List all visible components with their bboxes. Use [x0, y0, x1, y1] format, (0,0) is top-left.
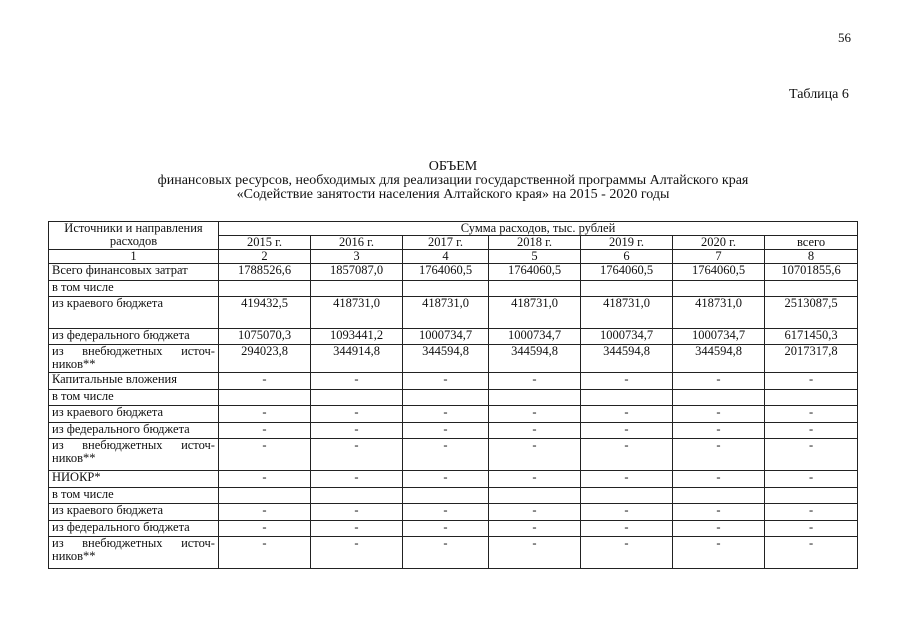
header-year: 2015 г.	[219, 236, 311, 250]
title-block	[90, 160, 816, 202]
empty-value-dash: -	[581, 423, 673, 439]
empty-value-dash: -	[581, 373, 673, 390]
value-cell: 1764060,5	[673, 264, 765, 281]
row-label: Всего финансовых затрат	[49, 264, 219, 281]
empty-value-dash: -	[219, 521, 311, 537]
empty-value-dash: -	[673, 423, 765, 439]
row-label-word: внебюджетных	[82, 438, 163, 452]
header-row-1	[49, 222, 858, 236]
table-row	[49, 297, 858, 329]
value-cell: 344914,8	[311, 345, 403, 373]
row-label-line2: ников**	[52, 357, 96, 371]
col-number: 4	[403, 250, 489, 264]
empty-cell	[765, 488, 858, 504]
empty-value-dash: -	[489, 406, 581, 423]
row-label-word: источ-	[181, 344, 215, 358]
empty-cell	[403, 281, 489, 297]
empty-value-dash: -	[581, 471, 673, 488]
value-cell: 418731,0	[311, 297, 403, 329]
header-year: 2016 г.	[311, 236, 403, 250]
table-row	[49, 423, 858, 439]
value-cell: 1000734,7	[489, 329, 581, 345]
empty-value-dash: -	[581, 537, 673, 569]
header-amount-span: Сумма расходов, тыс. рублей	[219, 222, 858, 236]
empty-cell	[581, 281, 673, 297]
empty-value-dash: -	[403, 521, 489, 537]
empty-value-dash: -	[219, 504, 311, 521]
table-row	[49, 471, 858, 488]
empty-value-dash: -	[581, 504, 673, 521]
empty-value-dash: -	[311, 471, 403, 488]
empty-value-dash: -	[311, 537, 403, 569]
value-cell: 418731,0	[489, 297, 581, 329]
value-cell: 1764060,5	[581, 264, 673, 281]
col-number: 2	[219, 250, 311, 264]
title-program: «Содействие занятости населения Алтайского края» на 2015 - 2020 годы	[236, 187, 670, 202]
empty-cell	[489, 390, 581, 406]
title-heading: ОБЪЕМ	[428, 159, 478, 174]
value-cell: 1764060,5	[489, 264, 581, 281]
table-row	[49, 281, 858, 297]
empty-cell	[765, 390, 858, 406]
table-row	[49, 373, 858, 390]
empty-value-dash: -	[489, 521, 581, 537]
col-number: 5	[489, 250, 581, 264]
table-label: Таблица 6	[789, 87, 849, 102]
row-label-line2: ников**	[52, 549, 96, 563]
value-cell: 294023,8	[219, 345, 311, 373]
page-number: 56	[838, 30, 851, 45]
empty-cell	[311, 390, 403, 406]
value-cell: 344594,8	[581, 345, 673, 373]
empty-cell	[219, 488, 311, 504]
empty-cell	[673, 390, 765, 406]
title-subtitle: финансовых ресурсов, необходимых для реализации государственной программы Алтайского края	[157, 173, 749, 188]
empty-value-dash: -	[403, 373, 489, 390]
empty-value-dash: -	[673, 406, 765, 423]
empty-value-dash: -	[219, 406, 311, 423]
empty-cell	[403, 390, 489, 406]
value-cell: 344594,8	[489, 345, 581, 373]
empty-value-dash: -	[403, 406, 489, 423]
empty-cell	[673, 488, 765, 504]
row-label: в том числе	[49, 281, 219, 297]
table-row	[49, 521, 858, 537]
empty-value-dash: -	[673, 504, 765, 521]
empty-value-dash: -	[765, 439, 858, 471]
header-row-numbers	[49, 250, 858, 264]
empty-value-dash: -	[673, 537, 765, 569]
empty-cell	[219, 281, 311, 297]
empty-value-dash: -	[489, 439, 581, 471]
empty-cell	[311, 281, 403, 297]
col-number: 8	[765, 250, 858, 264]
empty-value-dash: -	[311, 373, 403, 390]
value-cell: 418731,0	[581, 297, 673, 329]
empty-value-dash: -	[673, 439, 765, 471]
row-label: из федерального бюджета	[49, 423, 219, 439]
table-row	[49, 488, 858, 504]
empty-value-dash: -	[311, 406, 403, 423]
empty-cell	[581, 390, 673, 406]
value-cell: 10701855,6	[765, 264, 858, 281]
row-label-word: из	[52, 344, 64, 358]
empty-value-dash: -	[219, 423, 311, 439]
empty-value-dash: -	[765, 537, 858, 569]
row-label	[49, 537, 219, 569]
header-year: 2018 г.	[489, 236, 581, 250]
header-source-col: Источники и направления расходов	[49, 222, 219, 250]
row-label: в том числе	[49, 390, 219, 406]
col-number: 6	[581, 250, 673, 264]
empty-cell	[765, 281, 858, 297]
empty-value-dash: -	[765, 471, 858, 488]
row-label: из федерального бюджета	[49, 329, 219, 345]
empty-value-dash: -	[311, 521, 403, 537]
empty-value-dash: -	[219, 537, 311, 569]
empty-value-dash: -	[673, 373, 765, 390]
col-number: 1	[49, 250, 219, 264]
empty-value-dash: -	[765, 373, 858, 390]
row-label-word: из	[52, 438, 64, 452]
value-cell: 1764060,5	[403, 264, 489, 281]
value-cell: 1788526,6	[219, 264, 311, 281]
value-cell: 1857087,0	[311, 264, 403, 281]
empty-value-dash: -	[765, 521, 858, 537]
row-label-line2: ников**	[52, 451, 96, 465]
row-label-word: из	[52, 536, 64, 550]
row-label-word: источ-	[181, 438, 215, 452]
empty-value-dash: -	[219, 471, 311, 488]
value-cell: 1000734,7	[403, 329, 489, 345]
table-row	[49, 537, 858, 569]
empty-cell	[403, 488, 489, 504]
empty-value-dash: -	[219, 439, 311, 471]
empty-cell	[581, 488, 673, 504]
value-cell: 418731,0	[673, 297, 765, 329]
row-label-word: внебюджетных	[82, 536, 163, 550]
row-label: Капитальные вложения	[49, 373, 219, 390]
empty-value-dash: -	[489, 537, 581, 569]
row-label: из краевого бюджета	[49, 504, 219, 521]
row-label-word: внебюджетных	[82, 344, 163, 358]
value-cell: 419432,5	[219, 297, 311, 329]
finance-table	[48, 221, 858, 569]
col-number: 3	[311, 250, 403, 264]
empty-cell	[489, 281, 581, 297]
value-cell: 2513087,5	[765, 297, 858, 329]
table-row	[49, 329, 858, 345]
empty-value-dash: -	[403, 471, 489, 488]
empty-cell	[311, 488, 403, 504]
empty-value-dash: -	[581, 521, 673, 537]
value-cell: 1075070,3	[219, 329, 311, 345]
empty-cell	[673, 281, 765, 297]
value-cell: 344594,8	[673, 345, 765, 373]
row-label-word: источ-	[181, 536, 215, 550]
empty-value-dash: -	[489, 373, 581, 390]
row-label: из краевого бюджета	[49, 297, 219, 329]
empty-value-dash: -	[581, 406, 673, 423]
row-label	[49, 345, 219, 373]
table-row	[49, 504, 858, 521]
table-row	[49, 390, 858, 406]
empty-value-dash: -	[765, 504, 858, 521]
value-cell: 1093441,2	[311, 329, 403, 345]
value-cell: 6171450,3	[765, 329, 858, 345]
empty-value-dash: -	[219, 373, 311, 390]
empty-value-dash: -	[403, 439, 489, 471]
value-cell: 1000734,7	[581, 329, 673, 345]
row-label: в том числе	[49, 488, 219, 504]
table-row	[49, 406, 858, 423]
row-label: НИОКР*	[49, 471, 219, 488]
row-label: из федерального бюджета	[49, 521, 219, 537]
row-label	[49, 439, 219, 471]
value-cell: 2017317,8	[765, 345, 858, 373]
table-row	[49, 439, 858, 471]
empty-value-dash: -	[403, 504, 489, 521]
empty-value-dash: -	[765, 406, 858, 423]
value-cell: 418731,0	[403, 297, 489, 329]
header-year: 2020 г.	[673, 236, 765, 250]
header-year-total: всего	[765, 236, 858, 250]
empty-value-dash: -	[673, 471, 765, 488]
empty-value-dash: -	[311, 423, 403, 439]
table-row	[49, 264, 858, 281]
empty-value-dash: -	[489, 504, 581, 521]
empty-value-dash: -	[311, 439, 403, 471]
empty-value-dash: -	[673, 521, 765, 537]
header-year: 2017 г.	[403, 236, 489, 250]
empty-value-dash: -	[403, 537, 489, 569]
col-number: 7	[673, 250, 765, 264]
empty-value-dash: -	[311, 504, 403, 521]
empty-value-dash: -	[489, 423, 581, 439]
table-row	[49, 345, 858, 373]
empty-value-dash: -	[581, 439, 673, 471]
header-year: 2019 г.	[581, 236, 673, 250]
empty-value-dash: -	[765, 423, 858, 439]
empty-cell	[219, 390, 311, 406]
row-label: из краевого бюджета	[49, 406, 219, 423]
value-cell: 344594,8	[403, 345, 489, 373]
empty-cell	[489, 488, 581, 504]
value-cell: 1000734,7	[673, 329, 765, 345]
empty-value-dash: -	[403, 423, 489, 439]
empty-value-dash: -	[489, 471, 581, 488]
